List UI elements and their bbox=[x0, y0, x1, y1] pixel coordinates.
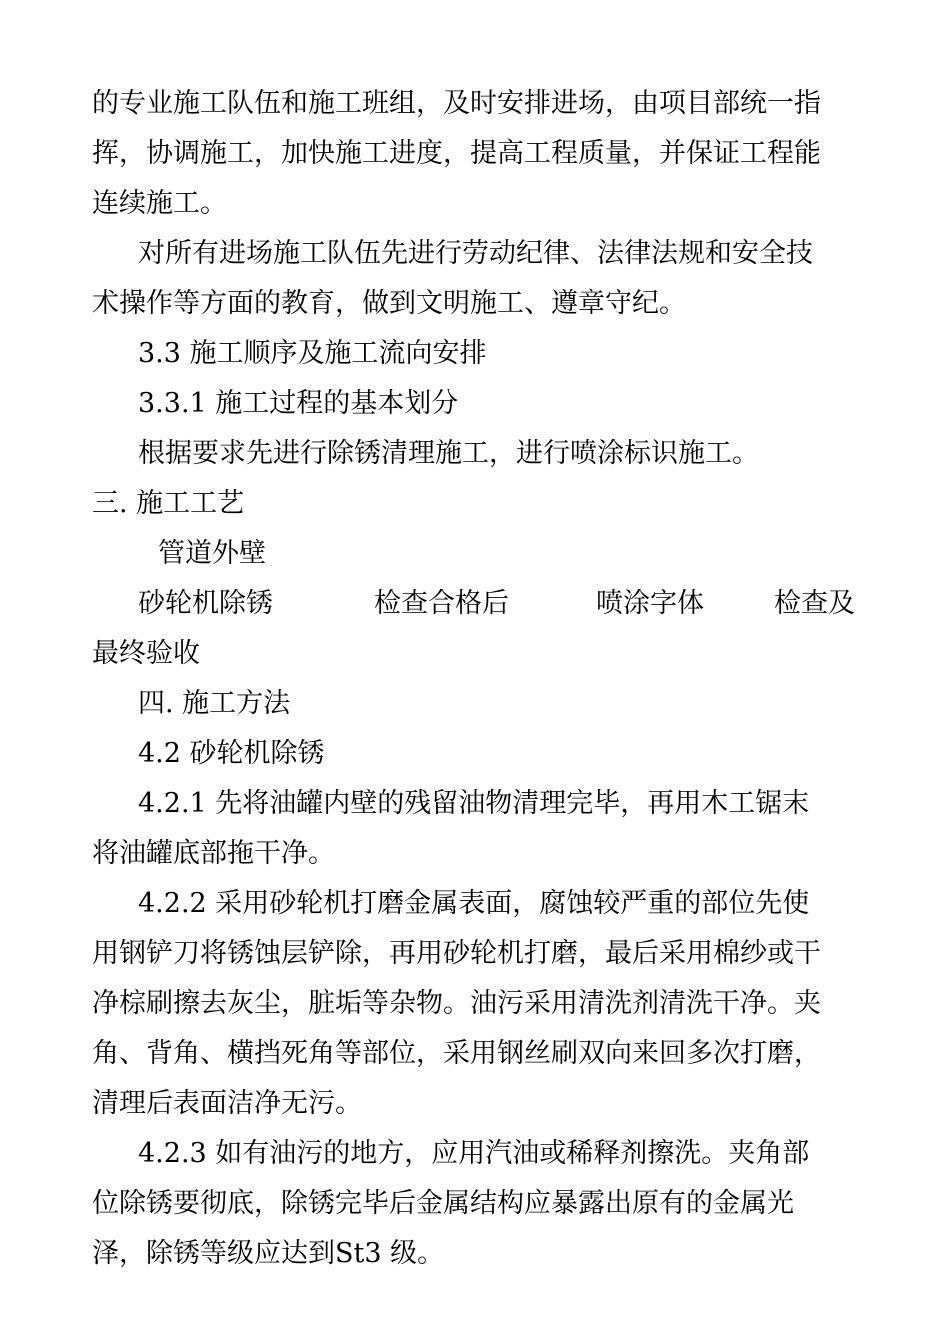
paragraph-line: 连续施工。 bbox=[92, 188, 227, 219]
paragraph-line: 挥，协调施工，加快施工进度，提高工程质量，并保证工程能 bbox=[92, 138, 821, 169]
process-step-2: 检查合格后 bbox=[374, 588, 509, 619]
heading-3-3: 3.3 施工顺序及施工流向安排 bbox=[138, 338, 487, 369]
paragraph-line: 对所有进场施工队伍先进行劳动纪律、法律法规和安全技 bbox=[138, 238, 813, 269]
process-step-4: 检查及 bbox=[774, 588, 855, 619]
process-step-4-continued: 最终验收 bbox=[92, 638, 200, 669]
paragraph-line: 4.2.1 先将油罐内壁的残留油物清理完毕，再用木工锯末 bbox=[138, 788, 810, 819]
paragraph-line: 的专业施工队伍和施工班组，及时安排进场，由项目部统一指 bbox=[92, 88, 821, 119]
paragraph-line: 用钢铲刀将锈蚀层铲除，再用砂轮机打磨，最后采用棉纱或干 bbox=[92, 938, 821, 969]
process-flow-row bbox=[0, 586, 950, 622]
paragraph-line: 4.2.2 采用砂轮机打磨金属表面，腐蚀较严重的部位先使 bbox=[138, 888, 810, 919]
heading-section-4: 四. 施工方法 bbox=[138, 688, 291, 719]
paragraph-line: 根据要求先进行除锈清理施工，进行喷涂标识施工。 bbox=[138, 438, 759, 469]
heading-4-2: 4.2 砂轮机除锈 bbox=[138, 738, 325, 769]
paragraph-line: 清理后表面洁净无污。 bbox=[92, 1088, 362, 1119]
process-step-3: 喷涂字体 bbox=[596, 588, 704, 619]
paragraph-line: 位除锈要彻底，除锈完毕后金属结构应暴露出原有的金属光 bbox=[92, 1188, 794, 1219]
heading-3-3-1: 3.3.1 施工过程的基本划分 bbox=[138, 388, 459, 419]
paragraph-line: 净棕刷擦去灰尘，脏垢等杂物。油污采用清洗剂清洗干净。夹 bbox=[92, 988, 821, 1019]
process-step-1: 砂轮机除锈 bbox=[138, 588, 273, 619]
paragraph-line: 将油罐底部拖干净。 bbox=[92, 838, 335, 869]
paragraph-line: 术操作等方面的教育，做到文明施工、遵章守纪。 bbox=[92, 288, 686, 319]
paragraph-line: 4.2.3 如有油污的地方，应用汽油或稀释剂擦洗。夹角部 bbox=[138, 1138, 810, 1169]
pipe-label: 管道外壁 bbox=[158, 538, 266, 569]
paragraph-line: 角、背角、横挡死角等部位，采用钢丝刷双向来回多次打磨， bbox=[92, 1038, 821, 1069]
paragraph-line: 泽，除锈等级应达到St3 级。 bbox=[92, 1238, 445, 1269]
heading-section-3: 三. 施工工艺 bbox=[92, 488, 245, 519]
